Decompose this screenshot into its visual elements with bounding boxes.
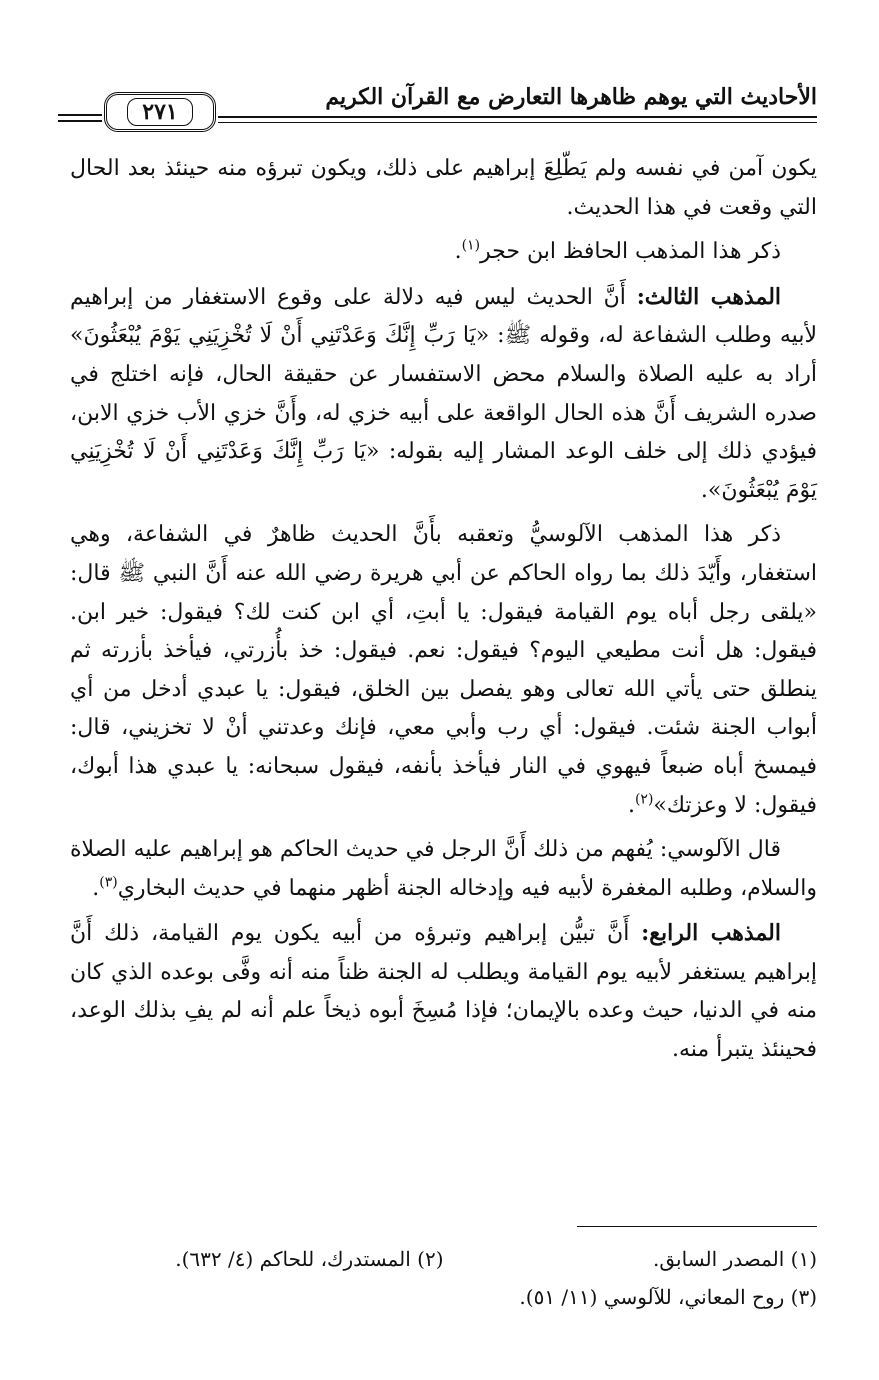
section-heading: المذهب الثالث: — [636, 283, 782, 310]
paragraph — [70, 233, 817, 272]
footnote: (٣) روح المعاني، للآلوسي (١١/ ٥١). — [519, 1285, 817, 1309]
paragraph-text: أَنَّ الحديث ليس فيه دلالة على وقوع الاستغفار من إبراهيم لأبيه وطلب الشفاعة له، وقوله ﷺ: «يَا رَبِّ إِنَّكَ وَعَدْتَنِي أَنْ لَا تُخْزِيَنِي يَوْمَ يُبْعَثُونَ» أراد به عليه الصلاة والسلام محض الاستفسار عن حقيقة الحال، فإنه اختلج في صدره الشريف أَنَّ هذه الحال الواقعة على أبيه خزي له، وأَنَّ خزي الأب خزي الابن، فيؤدي ذلك إلى خلف الوعد المشار إليه بقوله: «يَا رَبِّ إِنَّكَ وَعَدْتَنِي أَنْ لَا تُخْزِيَنِي يَوْمَ يُبْعَثُونَ». — [70, 284, 817, 503]
footnote: (١) المصدر السابق. — [653, 1247, 817, 1271]
paragraph-end: . — [454, 239, 462, 265]
paragraph — [70, 516, 817, 825]
footnote-separator — [577, 1226, 817, 1227]
running-title: الأحاديث التي يوهم ظاهرها التعارض مع القرآن الكريم — [325, 84, 817, 110]
paragraph-text: ذكر هذا المذهب الحافظ ابن حجر — [480, 239, 781, 265]
paragraph-text: أَنَّ تبيُّن إبراهيم وتبرؤه من أبيه يكون يوم القيامة، ذلك أَنَّ إبراهيم يستغفر لأبيه يوم القيامة ويطلب له الجنة ظناً منه أنه وفَّى بوعده الذي كان منه في الدنيا، حيث وعده بالإيمان؛ فإذا مُسِخَ أبوه ذيخاً علم أنه لم يفِ بذلك الوعد، فحينئذ يتبرأ منه. — [70, 921, 817, 1063]
footnote-row — [70, 1240, 817, 1278]
paragraph — [70, 831, 817, 908]
page-header — [58, 70, 817, 132]
footnote-row — [70, 1278, 817, 1316]
paragraph-text: ذكر هذا المذهب الآلوسيُّ وتعقبه بأَنَّ الحديث ظاهرٌ في الشفاعة، وهي استغفار، وأَيّدَ ذلك بما رواه الحاكم عن أبي هريرة رضي الله عنه أَنَّ النبي ﷺ قال: «يلقى رجل أباه يوم القيامة فيقول: يا أبتِ، أي ابن كنت لك؟ فيقول: خير ابن. فيقول: هل أنت مطيعي اليوم؟ فيقول: نعم. فيقول: خذ بأُزرتي، فيأخذ بأزرته ثم ينطلق حتى يأتي الله تعالى وهو يفصل بين الخلق، فيقول: يا عبدي أدخل من أي أبواب الجنة شئت. فيقول: أي رب وأبي معي، فإنك وعدتني أنْ لا تخزيني، قال: فيمسخ أباه ضبعاً فيهوي في النار فيأخذ بأنفه، فيقول سبحانه: يا عبدي هذا أبوك، فيقول: لا وعزتك» — [70, 522, 817, 818]
paragraph-end: . — [92, 875, 100, 901]
footnote: (٢) المستدرك، للحاكم (٤/ ٦٣٢). — [175, 1247, 444, 1271]
page-number: ٢٧١ — [127, 98, 192, 126]
section-heading: المذهب الرابع: — [641, 920, 781, 947]
header-left-rules — [58, 114, 102, 124]
footnote-ref: (١) — [461, 237, 481, 254]
paragraph — [70, 150, 817, 227]
paragraph — [70, 914, 817, 1069]
paragraph-text: يكون آمن في نفسه ولم يَطّلِعَ إبراهيم على ذلك، ويكون تبرؤه منه حينئذ بعد الحال التي وقعت في هذا الحديث. — [70, 156, 817, 220]
body-text — [70, 150, 817, 1076]
footnote-ref: (٣) — [99, 874, 118, 891]
paragraph-end: . — [627, 792, 635, 818]
page-number-frame — [104, 92, 216, 132]
footnotes — [70, 1240, 817, 1316]
paragraph — [70, 278, 817, 511]
footnote-ref: (٢) — [634, 791, 654, 808]
header-rule-thin — [218, 122, 817, 123]
header-rule — [218, 116, 817, 118]
paragraph-text: قال الآلوسي: يُفهم من ذلك أَنَّ الرجل في حديث الحاكم هو إبراهيم عليه الصلاة والسلام، وطلبه المغفرة لأبيه فيه وإدخاله الجنة أظهر منهما في حديث البخاري — [70, 837, 817, 901]
